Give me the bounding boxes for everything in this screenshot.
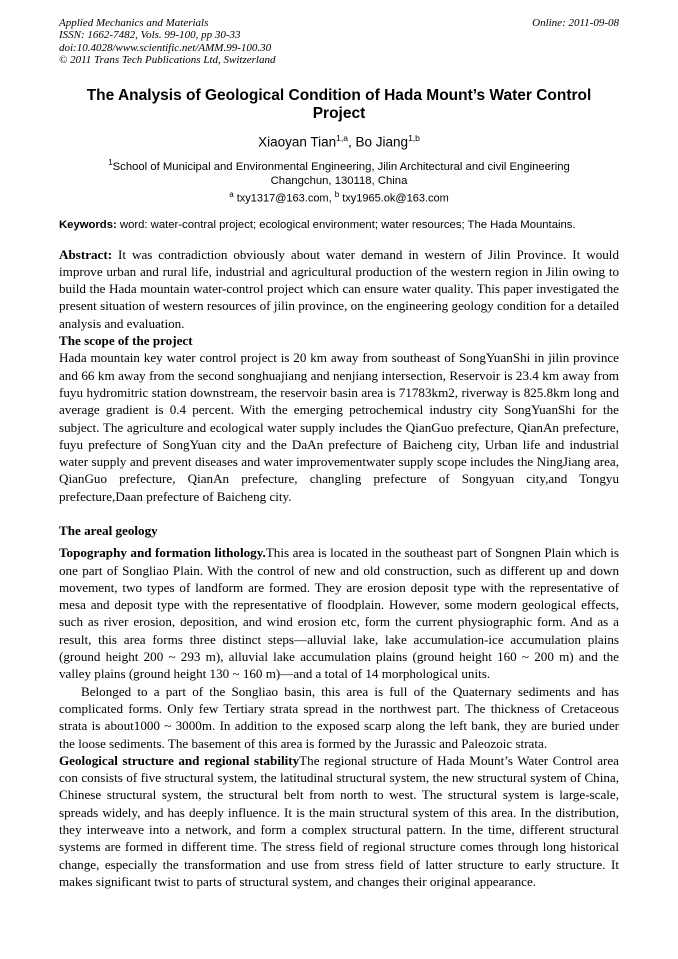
author-separator: , xyxy=(348,134,356,150)
journal-header xyxy=(59,17,619,67)
email-b: txy1965.ok@163.com xyxy=(339,192,449,205)
topography-run-in-heading: Topography and formation lithology. xyxy=(59,545,266,561)
author2-name: Bo Jiang xyxy=(355,134,409,150)
topography-text: This area is located in the southeast part of Songnen Plain which is one part of Songliao Plain. With the control of new and old construction, such as different up and down movement, two types of landform are formed. They are erosion deposit type with the representative of mesa and deposit type with the representative of floodplain. However, some modern geological effects, such as river erosion, deposition, and wind erosion etc, form the current physiographic form. And as a result, this area forms three distinct steps—alluvial lake, lake accumulation-ice accumulation plains (ground height 200 ~ 293 m), alluvial lake accumulation plains (ground height 160 ~ 200 m) and the valley plains (ground height 130 ~ 160 m)—and a total of 14 morphological units. xyxy=(59,545,619,682)
affiliation-superscript: 1 xyxy=(108,158,113,168)
affiliation-line2: Changchun, 130118, China xyxy=(270,175,408,188)
email-b-superscript: b xyxy=(334,189,340,199)
journal-issn-line: ISSN: 1662-7482, Vols. 99-100, pp 30-33 xyxy=(59,29,241,42)
geological-structure-text: The regional structure of Hada Mount’s Water Control area con consists of five structural system, the latitudinal structural system, the new structural system of China, Chinese structural system, the structural belt from north to west. The structural system is large-scale, spreads widely, and has deeply influence. It is the main structural system of this area. In the distribution, they interweave into a network, and form a complex structural pattern. In the time, different structural systems are formed in different time. The stress field of regional structure comes through long historical change, especially the transformation and use from stress field of latter structure to early structure. It makes significant twist to parts of structural system, and changes their original appearance. xyxy=(59,752,619,889)
scope-paragraph: Hada mountain key water control project is 20 km away from southeast of SongYuanShi in jilin province and 66 km away from the second songhuajiang and nenjiang intersection, Reservoir is 23.4 km away from fuyu hydromitric station downstream, the reservoir basin area is 71783km2, riverway is 825.8km long and average gradient is 0.4 percent. With the emerging petrochemical industry city SongYuanShi for the subject. The agriculture and ecological water supply includes the QianGuo prefecture, QianAn prefecture, fuyu prefecture of SongYuan city and the DaAn prefecture of Baicheng city, Urban life and industrial water supply and prevent diseases and water improvementwater supply scope includes the NingJiang area, QianGuo prefecture, QianAn prefecture, changling prefecture of Songyuan city,and Tongyu prefecture,Daan prefecture of Baicheng city. xyxy=(59,350,619,504)
keywords-paragraph xyxy=(59,218,619,233)
geological-structure-run-in-heading: Geological structure and regional stability xyxy=(59,752,300,768)
paper-body xyxy=(59,246,619,891)
author2-superscript: 1,b xyxy=(408,132,420,143)
keywords-text: word: water-contral project; ecological environment; water resources; The Hada Mountains. xyxy=(116,218,576,231)
abstract-text: It was contradiction obviously about water demand in western of Jilin Province. It would improve urban and rural life, industrial and agricultural production of the western region in Jilin owing to build the Hada mountain water-control project which can ensure water quality. This paper investigated the present situation of western resources of jilin province, on the engineering geology condition for a detailed analysis and evaluation. xyxy=(59,246,619,331)
journal-name: Applied Mechanics and Materials xyxy=(59,17,209,29)
journal-doi-line: doi:10.4028/www.scientific.net/AMM.99-100.30 xyxy=(59,41,272,54)
journal-copyright-line: © 2011 Trans Tech Publications Ltd, Switzerland xyxy=(59,54,276,67)
author-line xyxy=(59,133,619,150)
email-a: txy1317@163.com, xyxy=(233,192,332,205)
journal-header-left xyxy=(59,17,275,67)
section-heading-scope: The scope of the project xyxy=(59,333,193,349)
email-a-superscript: a xyxy=(229,189,234,199)
affiliation-line1 xyxy=(59,156,619,174)
journal-online-date: Online: 2011-09-08 xyxy=(532,17,619,29)
author1-superscript: 1,a xyxy=(336,132,348,143)
abstract-paragraph xyxy=(59,246,619,332)
belonged-paragraph: Belonged to a part of the Songliao basin, this area is full of the Quaternary sediments and has complicated forms. Only few Tertiary strata spread in the northwest part. The thickness of Cretaceous strata is about1000 ~ 3000m. In addition to the exposed scarp along the left bank, they are buried under the loose sediments. The basement of this area is formed by the Jurassic and Paleozoic strata. xyxy=(59,683,619,751)
geological-structure-paragraph xyxy=(59,752,619,890)
affiliation-text: School of Municipal and Environmental Engineering, Jilin Architectural and civil Engineering xyxy=(112,160,570,173)
abstract-label: Abstract: xyxy=(59,246,113,262)
keywords-label: Keywords: xyxy=(59,218,117,231)
topography-paragraph xyxy=(59,544,619,682)
paper-title: The Analysis of Geological Condition of Hada Mount’s Water Control Project xyxy=(86,86,592,123)
affiliation-block xyxy=(59,156,619,189)
email-line xyxy=(59,190,619,205)
section-heading-areal-geology: The areal geology xyxy=(59,523,158,538)
author1-name: Xiaoyan Tian xyxy=(258,134,337,150)
